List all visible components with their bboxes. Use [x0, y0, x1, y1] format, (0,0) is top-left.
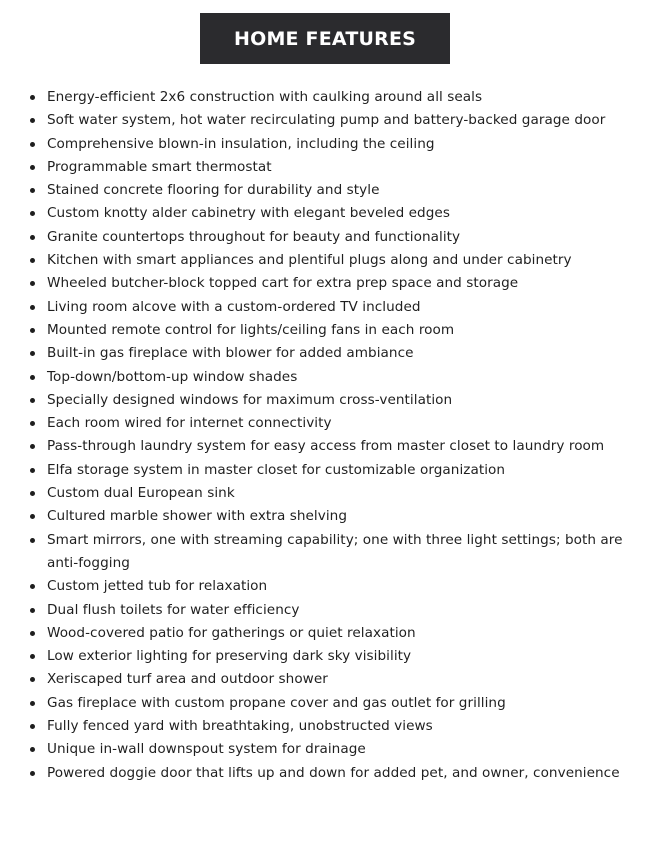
bullet-icon — [30, 211, 35, 216]
feature-text: Specially designed windows for maximum cross-ventilation — [47, 391, 453, 408]
feature-item — [26, 389, 630, 412]
feature-item — [26, 412, 630, 435]
bullet-icon — [30, 608, 35, 613]
bullet-icon — [30, 375, 35, 380]
bullet-icon — [30, 654, 35, 659]
feature-item — [26, 715, 630, 738]
feature-text: Custom dual European sink — [47, 485, 235, 502]
feature-text: Smart mirrors, one with streaming capability; one with three light settings; both are anti-fogging — [47, 531, 623, 571]
bullet-icon — [30, 771, 35, 776]
feature-text: Custom jetted tub for relaxation — [47, 578, 268, 595]
feature-item — [26, 156, 630, 179]
feature-text: Each room wired for internet connectivity — [47, 415, 332, 432]
feature-item — [26, 342, 630, 365]
feature-item — [26, 482, 630, 505]
feature-item — [26, 226, 630, 249]
feature-text: Granite countertops throughout for beauty and functionality — [47, 228, 461, 245]
feature-item — [26, 133, 630, 156]
feature-text: Low exterior lighting for preserving dark sky visibility — [47, 648, 412, 665]
feature-item — [26, 622, 630, 645]
bullet-icon — [30, 491, 35, 496]
feature-item — [26, 366, 630, 389]
feature-text: Energy-efficient 2x6 construction with caulking around all seals — [47, 89, 483, 105]
bullet-icon — [30, 677, 35, 682]
feature-item — [26, 645, 630, 668]
bullet-icon — [30, 701, 35, 706]
feature-item — [26, 575, 630, 598]
feature-text: Stained concrete flooring for durability and style — [47, 182, 380, 199]
feature-text: Xeriscaped turf area and outdoor shower — [47, 671, 328, 688]
bullet-icon — [30, 631, 35, 636]
feature-text: Top-down/bottom-up window shades — [47, 368, 298, 385]
feature-item — [26, 505, 630, 528]
feature-text: Fully fenced yard with breathtaking, unobstructed views — [47, 718, 433, 735]
bullet-icon — [30, 724, 35, 729]
feature-item — [26, 272, 630, 295]
feature-item — [26, 86, 630, 109]
feature-item — [26, 668, 630, 691]
bullet-icon — [30, 235, 35, 240]
feature-item — [26, 529, 630, 576]
bullet-icon — [30, 188, 35, 193]
bullet-icon — [30, 444, 35, 449]
feature-item — [26, 179, 630, 202]
feature-text: Programmable smart thermostat — [47, 158, 272, 175]
bullet-icon — [30, 142, 35, 147]
feature-text: Unique in-wall downspout system for drainage — [47, 741, 366, 758]
title-banner — [200, 13, 450, 64]
feature-text: Comprehensive blown-in insulation, including the ceiling — [47, 135, 435, 152]
feature-item — [26, 692, 630, 715]
feature-item — [26, 296, 630, 319]
bullet-icon — [30, 468, 35, 473]
bullet-icon — [30, 514, 35, 519]
page-title: HOME FEATURES — [233, 27, 417, 50]
bullet-icon — [30, 747, 35, 752]
bullet-icon — [30, 398, 35, 403]
bullet-icon — [30, 538, 35, 543]
feature-text: Pass-through laundry system for easy access from master closet to laundry room — [47, 438, 605, 455]
bullet-icon — [30, 328, 35, 333]
bullet-icon — [30, 351, 35, 356]
bullet-icon — [30, 95, 35, 100]
feature-text: Cultured marble shower with extra shelving — [47, 508, 347, 525]
feature-item — [26, 202, 630, 225]
feature-item — [26, 319, 630, 342]
feature-text: Powered doggie door that lifts up and down for added pet, and owner, convenience — [47, 764, 620, 781]
feature-text: Soft water system, hot water recirculating pump and battery-backed garage door — [47, 112, 606, 129]
feature-text: Custom knotty alder cabinetry with elegant beveled edges — [47, 205, 450, 222]
feature-text: Built-in gas fireplace with blower for added ambiance — [47, 345, 414, 362]
feature-text: Living room alcove with a custom-ordered TV included — [47, 298, 421, 315]
features-list — [26, 86, 630, 785]
feature-item — [26, 109, 630, 132]
bullet-icon — [30, 421, 35, 426]
feature-text: Kitchen with smart appliances and plentiful plugs along and under cabinetry — [47, 252, 572, 269]
bullet-icon — [30, 165, 35, 170]
bullet-icon — [30, 584, 35, 589]
feature-item — [26, 249, 630, 272]
feature-item — [26, 435, 630, 458]
feature-text: Elfa storage system in master closet for customizable organization — [47, 461, 506, 478]
bullet-icon — [30, 305, 35, 310]
bullet-icon — [30, 258, 35, 263]
feature-item — [26, 459, 630, 482]
bullet-icon — [30, 281, 35, 286]
feature-text: Mounted remote control for lights/ceiling fans in each room — [47, 321, 455, 338]
feature-text: Gas fireplace with custom propane cover and gas outlet for grilling — [47, 694, 506, 711]
feature-text: Wood-covered patio for gatherings or quiet relaxation — [47, 624, 416, 641]
feature-item — [26, 599, 630, 622]
feature-item — [26, 762, 630, 785]
feature-item — [26, 738, 630, 761]
feature-text: Wheeled butcher-block topped cart for extra prep space and storage — [47, 275, 519, 292]
feature-text: Dual flush toilets for water efficiency — [47, 601, 300, 618]
bullet-icon — [30, 118, 35, 123]
